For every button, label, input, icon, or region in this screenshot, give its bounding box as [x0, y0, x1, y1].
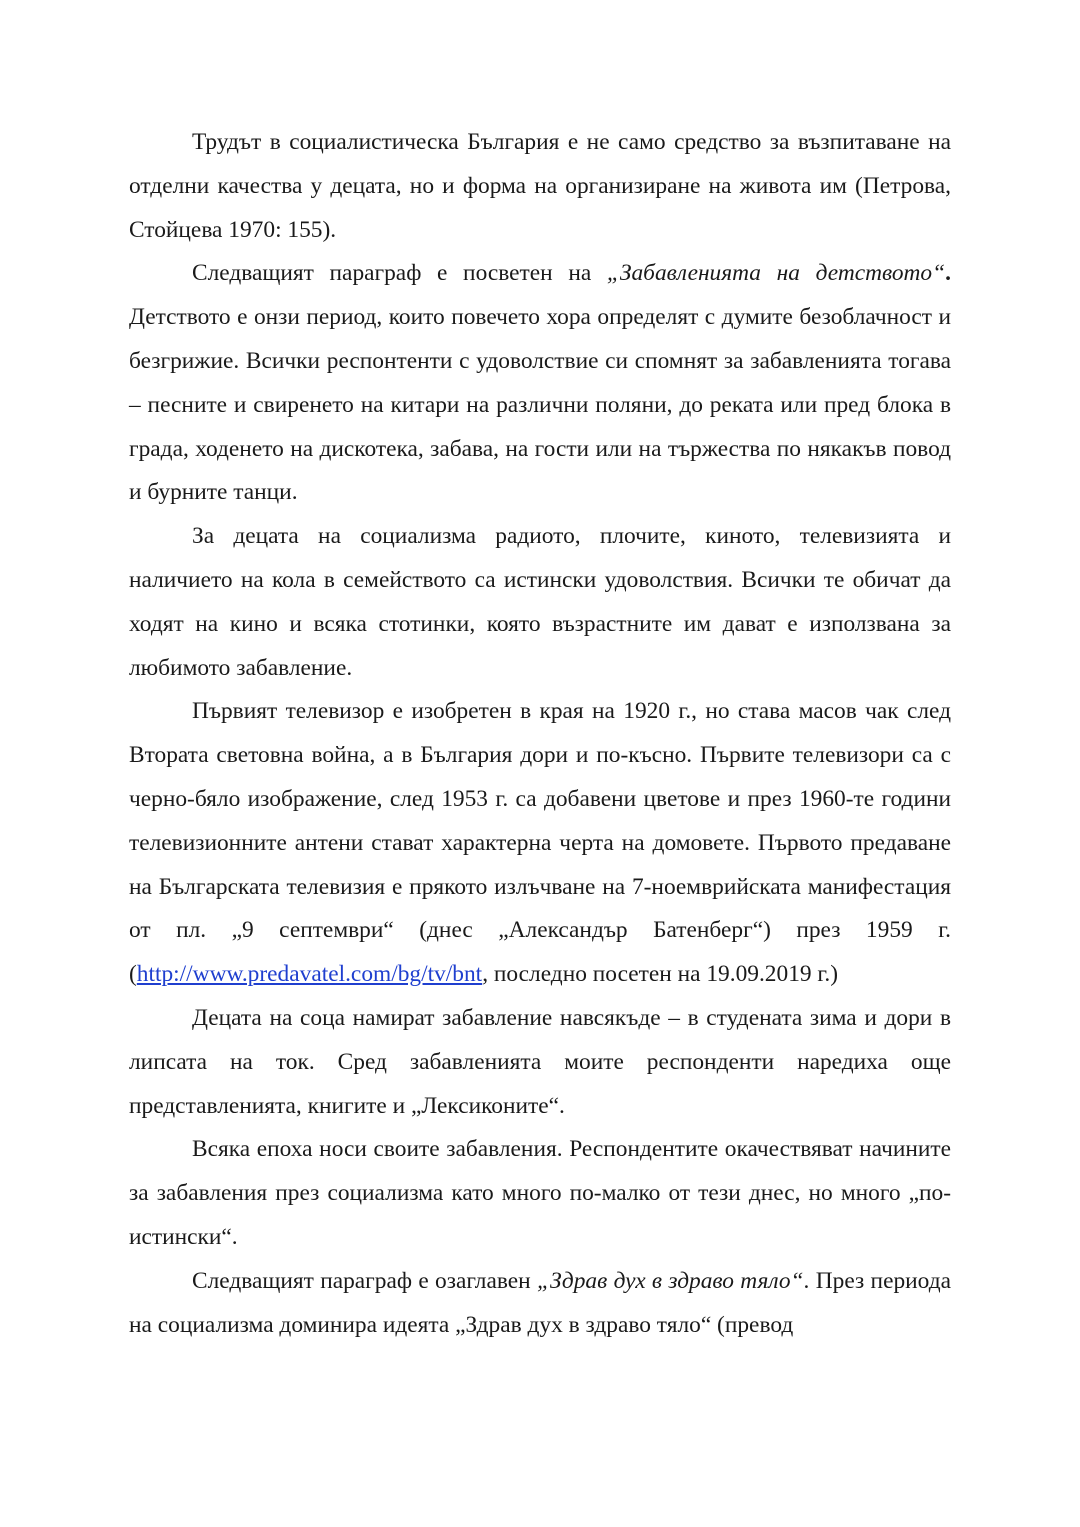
- paragraph-childhood-entertainment: [129, 252, 951, 515]
- document-page: [129, 121, 951, 1347]
- paragraph-text: Следващият параграф е посветен на: [192, 260, 607, 287]
- paragraph-everywhere: Децата на соца намират забавление навсякъде – в студената зима и дори в липсата на ток. Сред забавленията моите респонденти наредиха още представленията, книгите и „Лексиконите“.: [129, 1004, 951, 1119]
- paragraph-healthy-spirit: [129, 1260, 951, 1348]
- paragraph-text: Първият телевизор е изобретен в края на 1920 г., но става масов чак след Втората световна война, а в България дори и по-късно. Първите телевизори са с черно-бяло изображение, след 1953 г. са добавени цветове и през 1960-те години телевизионните антени стават характерна черта на домовете. Първото предаване на Българската телевизия е прякото излъчване на 7-ноемврийската манифестация от пл. „9 септември“ (днес „Александър Батенберг“) през 1959 г. (: [129, 698, 951, 988]
- paragraph-radio-cinema: За децата на социализма радиото, плочите, киното, телевизията и наличието на кола в семейството са истински удоволствия. Всички те обичат да ходят на кино и всяка стотинки, която възрастните им дават е използвана за любимото забавление.: [129, 523, 951, 681]
- bold-period: .: [945, 260, 951, 287]
- source-link[interactable]: http://www.predavatel.com/bg/tv/bnt: [136, 961, 483, 988]
- paragraph-text: , последно посетен на 19.09.2019 г.): [482, 961, 839, 988]
- paragraph-text: Следващият параграф е озаглавен: [192, 1267, 537, 1294]
- section-title-italic: „Забавленията на детството“: [606, 260, 946, 287]
- paragraph-labor: Трудът в социалистическа България е не само средство за възпитаване на отделни качества у децата, но и форма на организиране на живота им (Петрова, Стойцева 1970: 155).: [129, 129, 951, 243]
- paragraph-text: Детството е онзи период, които повечето хора определят с думите безоблачност и безгрижие. Всички респонтенти с удоволствие си спомнят за забавленията тогава – песните и свиренето на китари на различни поляни, до реката или пред блока в града, ходенето на дискотека, забава, на гости или на тържества по някакъв повод и бурните танци.: [129, 304, 951, 506]
- section-title-italic: „Здрав дух в здраво тяло“: [536, 1267, 804, 1294]
- paragraph-television: [129, 690, 951, 997]
- paragraph-each-era: Всяка епоха носи своите забавления. Респондентите окачествяват начините за забавления през социализма като много по-малко от тези днес, но много „по-истински“.: [129, 1136, 951, 1250]
- paragraph-text: . През периода на социализма доминира идеята „Здрав дух в здраво тяло“ (превод: [129, 1267, 951, 1338]
